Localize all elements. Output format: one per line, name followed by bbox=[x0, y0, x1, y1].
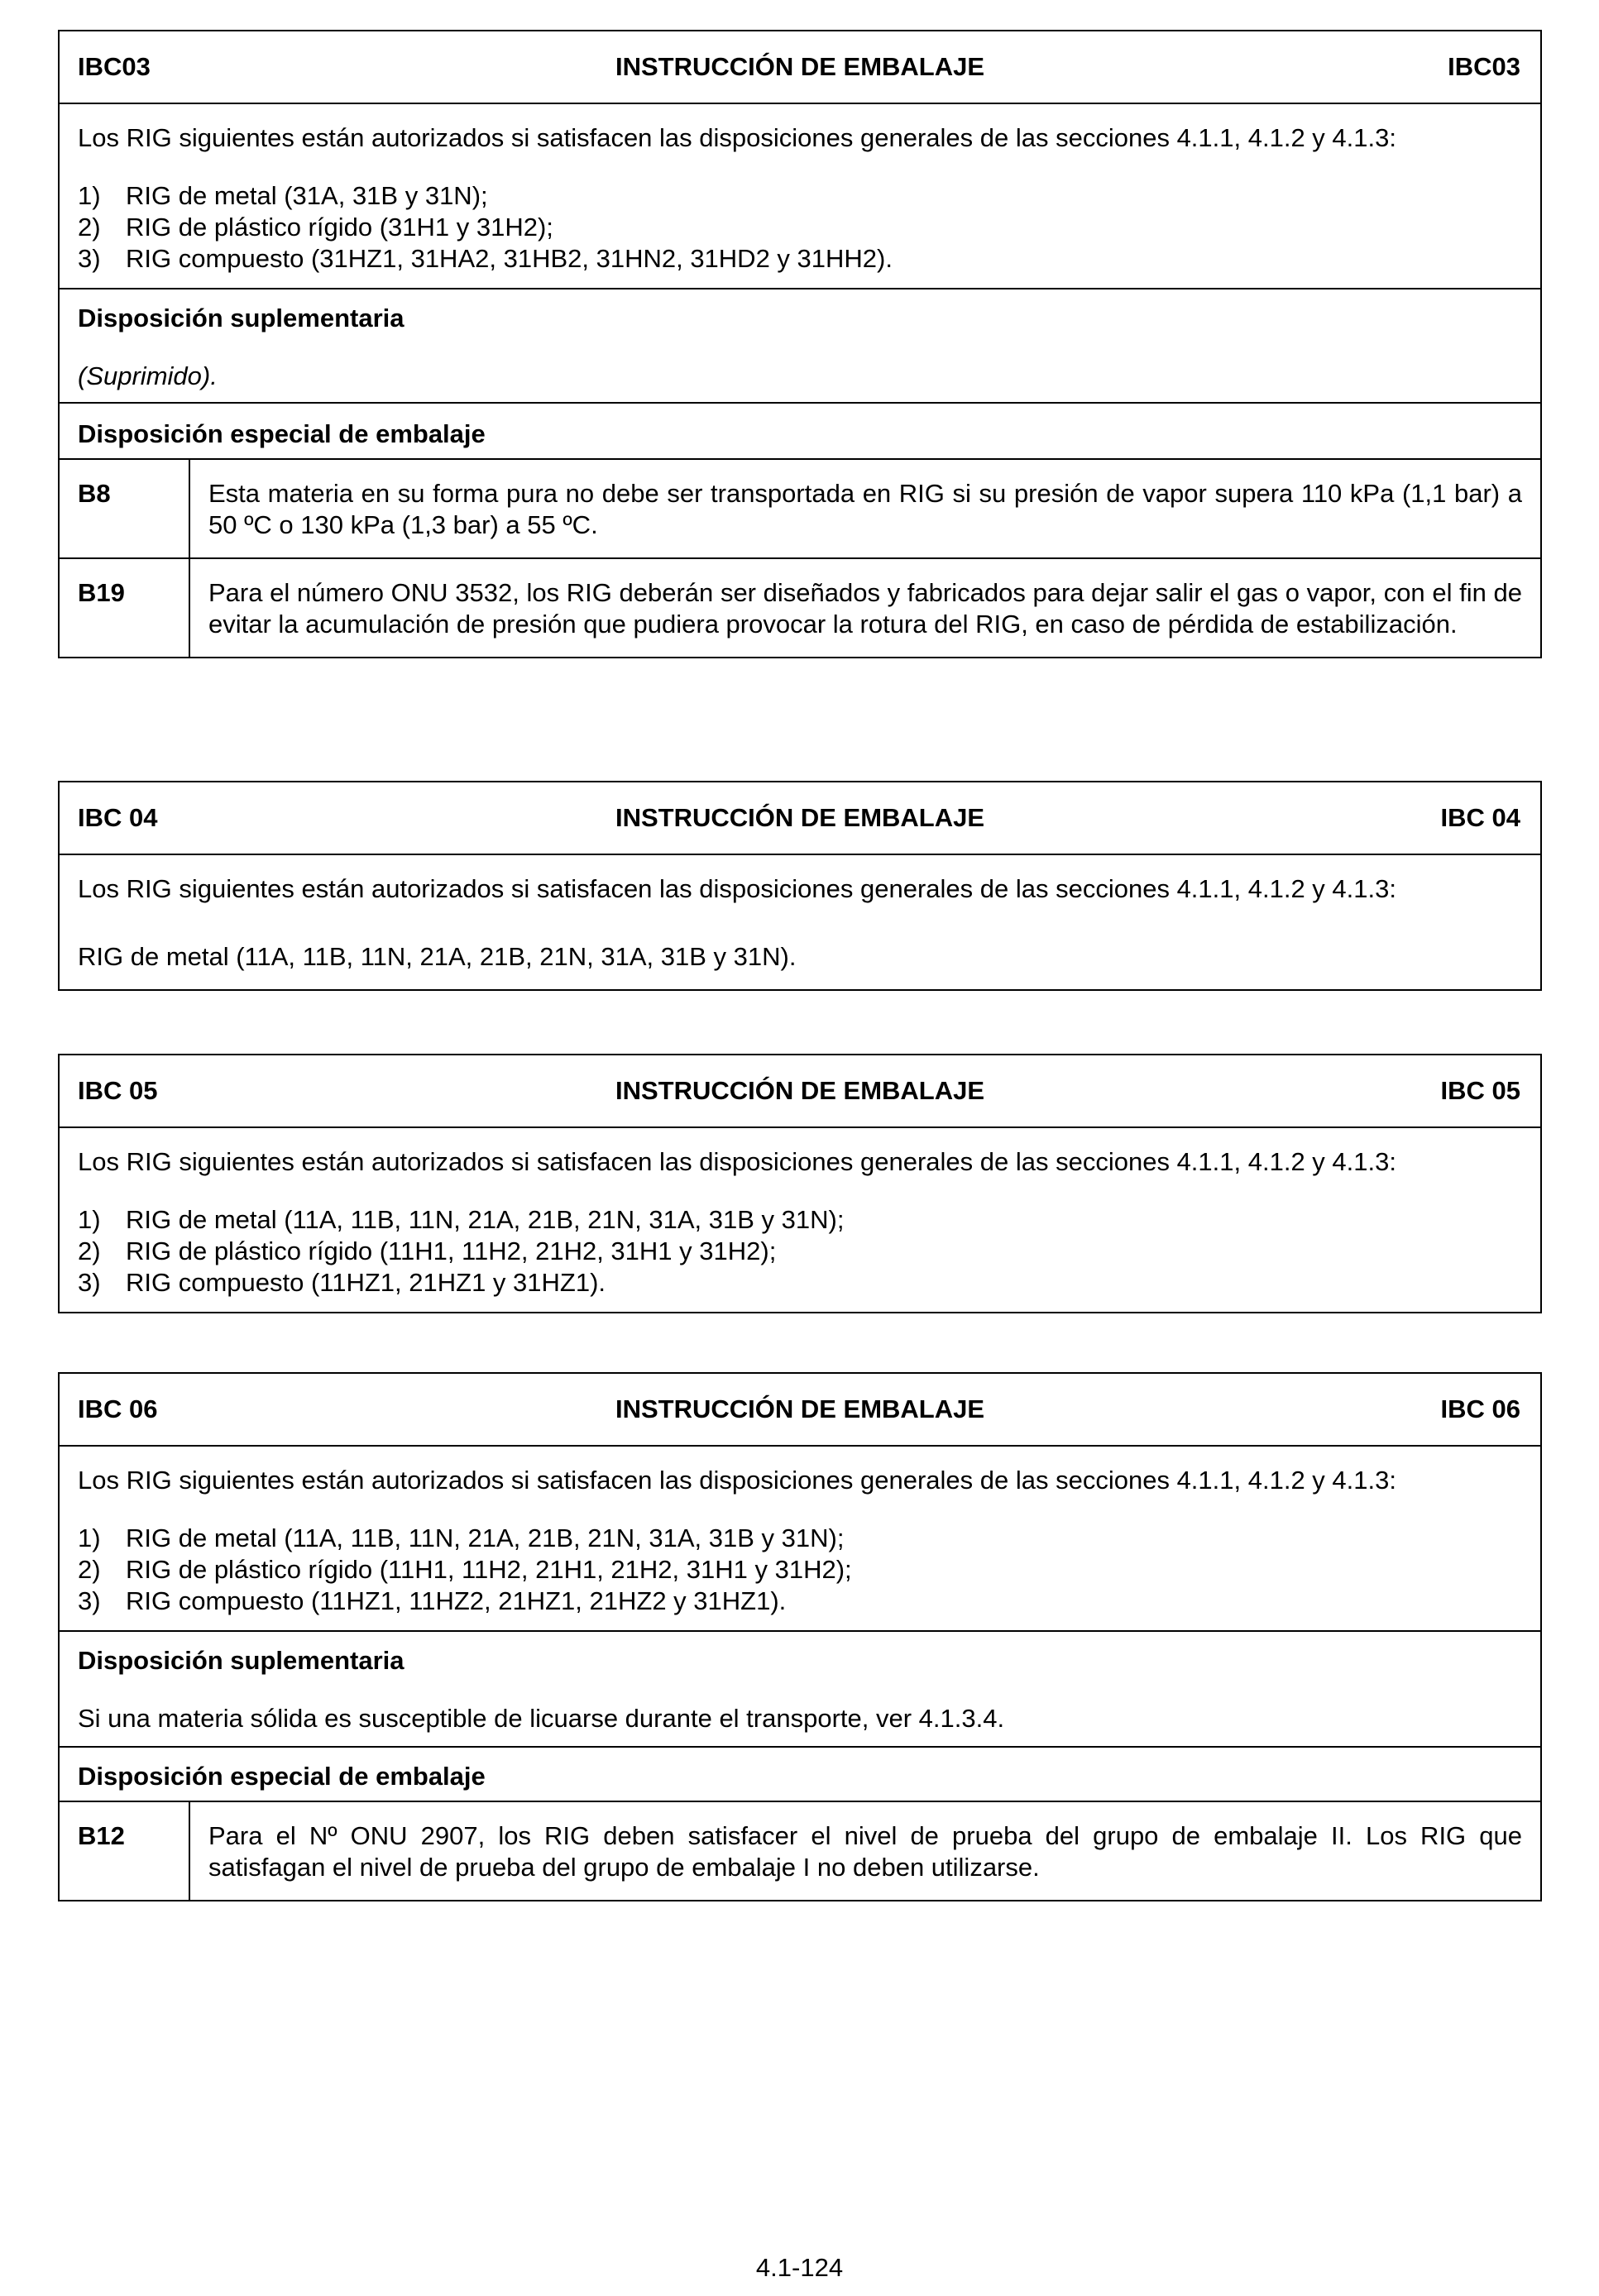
block-code-left: IBC 05 bbox=[78, 1076, 158, 1105]
block-title: INSTRUCCIÓN DE EMBALAJE bbox=[615, 52, 985, 81]
provision-text: Para el número ONU 3532, los RIG deberán ser diseñados y fabricados para dejar salir el gas o vapor, con el fin de evitar la acumulación de presión que pudiera provocar la rotura del RIG, en caso de pérdida de estabilización. bbox=[190, 557, 1540, 657]
block-header bbox=[60, 31, 1540, 104]
list-item: 2) RIG de plástico rígido (11H1, 11H2, 21H1, 21H2, 31H1 y 31H2); bbox=[78, 1555, 852, 1584]
block-code-right: IBC 06 bbox=[1440, 1394, 1520, 1423]
rig-list bbox=[78, 1204, 1522, 1299]
instruction-block-ibc06 bbox=[58, 1372, 1542, 1901]
authorized-section bbox=[60, 1128, 1540, 1312]
list-item: 2) RIG de plástico rígido (11H1, 11H2, 21H2, 31H1 y 31H2); bbox=[78, 1236, 777, 1265]
provision-text: Para el Nº ONU 2907, los RIG deben satisfacer el nivel de prueba del grupo de embalaje II. Los RIG que satisfagan el nivel de prueba del grupo de embalaje I no deben utilizarse. bbox=[208, 1821, 1522, 1882]
intro-text: Los RIG siguientes están autorizados si satisfacen las disposiciones generales de las secciones 4.1.1, 4.1.2 y 4.1.3: bbox=[78, 1466, 1396, 1495]
list-item: 1) RIG de metal (11A, 11B, 11N, 21A, 21B, 21N, 31A, 31B y 31N); bbox=[78, 1523, 845, 1552]
block-header bbox=[60, 1055, 1540, 1128]
block-code-left: IBC03 bbox=[78, 52, 151, 81]
block-header bbox=[60, 1374, 1540, 1447]
page-number: 4.1-124 bbox=[755, 2253, 844, 2282]
rig-line: RIG de metal (11A, 11B, 11N, 21A, 21B, 21N, 31A, 31B y 31N). bbox=[78, 942, 797, 971]
instruction-block-ibc03 bbox=[58, 30, 1542, 658]
rig-list bbox=[78, 1523, 1522, 1617]
list-item: 1) RIG de metal (31A, 31B y 31N); bbox=[78, 181, 488, 210]
authorized-section bbox=[60, 1447, 1540, 1632]
authorized-section bbox=[60, 855, 1540, 989]
provision-code: B19 bbox=[60, 557, 190, 657]
intro-text: Los RIG siguientes están autorizados si satisfacen las disposiciones generales de las secciones 4.1.1, 4.1.2 y 4.1.3: bbox=[78, 123, 1396, 152]
special-provisions-table bbox=[60, 1802, 1540, 1900]
supplementary-heading: Disposición suplementaria bbox=[78, 304, 405, 332]
list-item: 2) RIG de plástico rígido (31H1 y 31H2); bbox=[78, 213, 553, 242]
supplementary-heading: Disposición suplementaria bbox=[78, 1646, 405, 1675]
list-item: 3) RIG compuesto (11HZ1, 21HZ1 y 31HZ1). bbox=[78, 1268, 606, 1297]
block-title: INSTRUCCIÓN DE EMBALAJE bbox=[615, 1076, 985, 1105]
instruction-block-ibc04 bbox=[58, 781, 1542, 991]
block-header bbox=[60, 782, 1540, 855]
block-code-right: IBC03 bbox=[1448, 52, 1520, 81]
list-item: 1) RIG de metal (11A, 11B, 11N, 21A, 21B, 21N, 31A, 31B y 31N); bbox=[78, 1205, 845, 1234]
authorized-section bbox=[60, 104, 1540, 289]
supplementary-text: (Suprimido). bbox=[78, 361, 218, 390]
block-title: INSTRUCCIÓN DE EMBALAJE bbox=[615, 1394, 985, 1423]
special-heading: Disposición especial de embalaje bbox=[78, 419, 486, 448]
block-code-right: IBC 05 bbox=[1440, 1076, 1520, 1105]
intro-text: Los RIG siguientes están autorizados si satisfacen las disposiciones generales de las secciones 4.1.1, 4.1.2 y 4.1.3: bbox=[78, 1147, 1396, 1176]
special-heading: Disposición especial de embalaje bbox=[78, 1762, 486, 1791]
provision-code: B8 bbox=[60, 460, 190, 557]
provision-code: B12 bbox=[60, 1802, 190, 1900]
provision-text: Esta materia en su forma pura no debe ser transportada en RIG si su presión de vapor supera 110 kPa (1,1 bar) a 50 ºC o 130 kPa (1,3 bar) a 55 ºC. bbox=[208, 479, 1522, 539]
special-provisions-table bbox=[60, 460, 1540, 657]
block-title: INSTRUCCIÓN DE EMBALAJE bbox=[615, 803, 985, 832]
supplementary-section bbox=[60, 289, 1540, 404]
block-code-right: IBC 04 bbox=[1440, 803, 1520, 832]
instruction-block-ibc05 bbox=[58, 1054, 1542, 1313]
block-code-left: IBC 06 bbox=[78, 1394, 158, 1423]
special-heading-section bbox=[60, 404, 1540, 460]
list-item: 3) RIG compuesto (11HZ1, 11HZ2, 21HZ1, 21HZ2 y 31HZ1). bbox=[78, 1586, 787, 1615]
intro-text: Los RIG siguientes están autorizados si satisfacen las disposiciones generales de las secciones 4.1.1, 4.1.2 y 4.1.3: bbox=[78, 874, 1396, 903]
rig-list bbox=[78, 180, 1522, 275]
supplementary-section bbox=[60, 1632, 1540, 1748]
block-code-left: IBC 04 bbox=[78, 803, 158, 832]
supplementary-text: Si una materia sólida es susceptible de licuarse durante el transporte, ver 4.1.3.4. bbox=[78, 1704, 1005, 1733]
special-heading-section bbox=[60, 1748, 1540, 1802]
list-item: 3) RIG compuesto (31HZ1, 31HA2, 31HB2, 31HN2, 31HD2 y 31HH2). bbox=[78, 244, 893, 273]
